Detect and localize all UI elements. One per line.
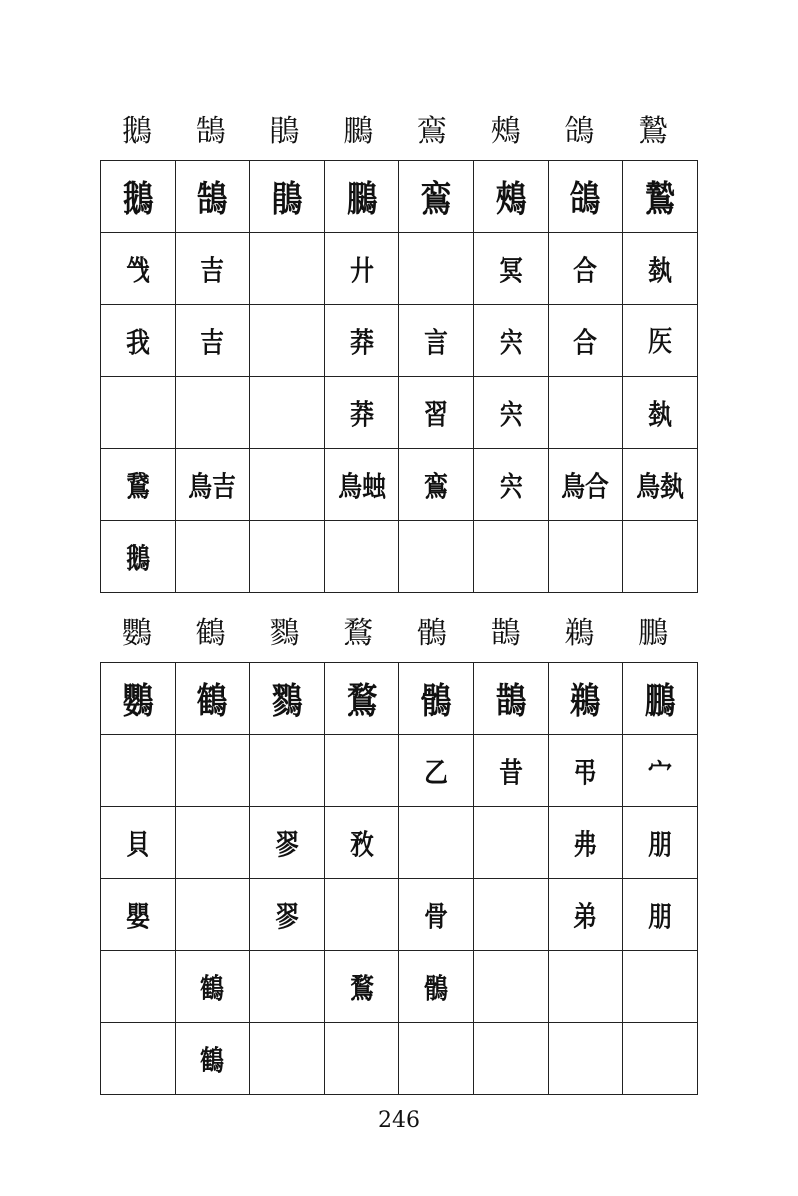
seal-glyph: 我 [125,325,150,359]
glyph-cell [101,735,176,807]
glyph-cell [175,233,250,305]
glyph-cell [175,305,250,377]
glyph-cell [101,377,176,449]
glyph-cell [473,305,548,377]
glyph-cell [175,807,250,879]
glyph-cell [250,735,325,807]
glyph-cell [399,951,474,1023]
seal-glyph: 鵬 [644,680,676,722]
seal-glyph: 翏 [275,827,299,861]
seal-glyph: 習 [424,397,449,431]
glyph-cell [548,305,623,377]
seal-glyph: 莽 [349,397,374,431]
seal-glyph: 朋 [648,827,672,861]
glyph-cell [623,1023,698,1095]
seal-glyph: 合 [573,325,598,359]
section1-header [100,112,690,152]
glyph-cell [250,879,325,951]
table-row [101,521,698,593]
glyph-cell [623,449,698,521]
glyph-cell [101,879,176,951]
seal-glyph: 鵊 [495,178,527,220]
seal-glyph: 鵝 [122,178,154,220]
seal-glyph: 鵉 [424,469,449,503]
glyph-cell [324,377,399,449]
header-char: 鵑 [269,114,300,149]
glyph-cell [250,233,325,305]
header-char: 鸚 [121,616,152,651]
seal-glyph: 鵉 [420,178,452,220]
table-row [101,449,698,521]
seal-glyph: 鵜 [570,680,601,722]
seal-glyph: 鶩 [349,971,374,1005]
glyph-cell [399,879,474,951]
header-char: 鶻 [416,616,447,651]
glyph-cell [175,663,250,735]
glyph-cell [101,233,176,305]
glyph-cell [473,161,548,233]
header-char: 鵊 [490,114,521,149]
seal-glyph: 翏 [275,899,299,933]
table-row [101,1023,698,1095]
section2-grid [100,662,698,1095]
glyph-cell [399,449,474,521]
glyph-cell [473,233,548,305]
page-number: 246 [378,1108,420,1133]
seal-glyph: 嬰 [125,899,150,933]
glyph-cell [175,879,250,951]
glyph-cell [101,1023,176,1095]
seal-glyph: 廾 [349,253,374,287]
glyph-cell [101,161,176,233]
header-char: 鵝 [121,114,152,149]
glyph-cell [324,807,399,879]
seal-glyph: 鵑 [271,178,303,220]
table-row [101,951,698,1023]
glyph-cell [324,161,399,233]
glyph-cell [250,449,325,521]
glyph-cell [623,233,698,305]
seal-glyph: 吉 [200,325,225,359]
glyph-cell [175,449,250,521]
header-char: 鵜 [564,616,595,651]
seal-glyph: 鸚 [122,680,154,722]
seal-glyph: 宍 [498,469,523,503]
glyph-cell [324,233,399,305]
glyph-cell [623,879,698,951]
glyph-cell [324,1023,399,1095]
glyph-cell [473,807,548,879]
glyph-cell [175,377,250,449]
seal-glyph: 貝 [125,827,150,861]
glyph-cell [548,663,623,735]
glyph-cell [399,807,474,879]
glyph-cell [548,161,623,233]
glyph-cell [324,305,399,377]
glyph-cell [399,233,474,305]
header-char: 鵩 [343,114,374,149]
table-row [101,807,698,879]
seal-glyph: 宍 [498,397,523,431]
glyph-cell [548,449,623,521]
glyph-cell [399,1023,474,1095]
glyph-cell [324,449,399,521]
glyph-cell [250,1023,325,1095]
glyph-cell [101,521,176,593]
seal-glyph: 骨 [424,899,449,933]
header-char: 鶴 [195,616,226,651]
glyph-cell [623,305,698,377]
glyph-cell [250,951,325,1023]
glyph-cell [399,521,474,593]
header-char: 鶩 [343,616,374,651]
seal-glyph: 鶻 [420,680,452,722]
table-row [101,161,698,233]
glyph-cell [473,1023,548,1095]
header-char: 鵲 [490,616,521,651]
glyph-cell [250,663,325,735]
glyph-cell [473,449,548,521]
seal-glyph: 鵩 [346,178,377,220]
seal-glyph: 宍 [498,325,523,359]
seal-glyph: 鳥吉 [188,469,237,503]
header-char: 鴿 [564,114,595,149]
seal-glyph: 埶 [648,253,672,287]
glyph-cell [175,1023,250,1095]
glyph-cell [473,735,548,807]
seal-glyph: 宀 [648,755,672,789]
header-char: 鷙 [638,114,669,149]
section2-header [100,614,690,654]
seal-glyph: 鵠 [197,178,228,220]
seal-glyph: 弟 [573,899,598,933]
glyph-cell [324,521,399,593]
glyph-cell [399,735,474,807]
seal-glyph: 昔 [498,755,523,789]
glyph-cell [548,521,623,593]
seal-glyph: 敄 [349,827,374,861]
glyph-cell [548,879,623,951]
glyph-cell [623,521,698,593]
seal-glyph: 鵲 [495,680,527,722]
glyph-cell [473,951,548,1023]
seal-glyph: 㦰 [125,253,150,287]
glyph-cell [250,521,325,593]
glyph-cell [101,807,176,879]
glyph-cell [101,449,176,521]
table-row [101,377,698,449]
glyph-cell [548,807,623,879]
glyph-cell [548,1023,623,1095]
seal-glyph: 鶩 [346,680,377,722]
seal-glyph: 鷚 [271,680,303,722]
seal-glyph: 鷙 [644,178,676,220]
glyph-cell [250,807,325,879]
glyph-cell [175,951,250,1023]
table-row [101,663,698,735]
glyph-cell [548,377,623,449]
seal-glyph: 鴿 [570,178,601,220]
seal-glyph: 弗 [573,827,598,861]
table-row [101,233,698,305]
seal-glyph: 鶴 [200,1043,225,1077]
glyph-cell [473,377,548,449]
table-row [101,305,698,377]
seal-glyph: 冥 [498,253,523,287]
glyph-cell [175,735,250,807]
seal-glyph: 鵞 [125,469,150,503]
glyph-cell [623,377,698,449]
section1-grid [100,160,698,593]
seal-glyph: 𥎦 [648,324,672,358]
seal-glyph: 朋 [648,899,672,933]
seal-glyph: 鶻 [424,971,449,1005]
seal-glyph: 合 [573,253,598,287]
seal-glyph: 鵝 [125,541,150,575]
glyph-cell [250,161,325,233]
seal-glyph: 鳥埶 [636,469,684,503]
seal-glyph: 莽 [349,325,374,359]
glyph-cell [101,951,176,1023]
glyph-cell [623,161,698,233]
header-char: 鵉 [416,114,447,149]
header-char: 鵠 [195,114,226,149]
glyph-cell [399,305,474,377]
seal-glyph: 弔 [573,755,598,789]
glyph-cell [175,521,250,593]
glyph-cell [623,663,698,735]
glyph-cell [623,735,698,807]
glyph-cell [623,807,698,879]
seal-glyph: 鶴 [200,971,225,1005]
glyph-cell [324,951,399,1023]
glyph-cell [101,663,176,735]
seal-glyph: 鶴 [197,680,228,722]
glyph-cell [324,879,399,951]
glyph-cell [473,521,548,593]
glyph-cell [623,951,698,1023]
seal-glyph: 埶 [648,397,672,431]
glyph-cell [399,161,474,233]
header-char: 鵬 [638,616,669,651]
glyph-cell [101,305,176,377]
seal-glyph: 鳥䖵 [337,469,386,503]
glyph-cell [324,735,399,807]
glyph-cell [473,663,548,735]
glyph-cell [548,233,623,305]
glyph-cell [250,305,325,377]
seal-glyph: 言 [424,325,449,359]
glyph-cell [250,377,325,449]
glyph-cell [324,663,399,735]
seal-glyph: 吉 [200,253,225,287]
header-char: 鷚 [269,616,300,651]
seal-glyph: 乙 [424,755,449,789]
glyph-cell [399,663,474,735]
glyph-cell [548,951,623,1023]
glyph-cell [175,161,250,233]
glyph-cell [548,735,623,807]
glyph-cell [399,377,474,449]
table-row [101,735,698,807]
table-row [101,879,698,951]
glyph-cell [473,879,548,951]
seal-glyph: 鳥合 [561,469,610,503]
